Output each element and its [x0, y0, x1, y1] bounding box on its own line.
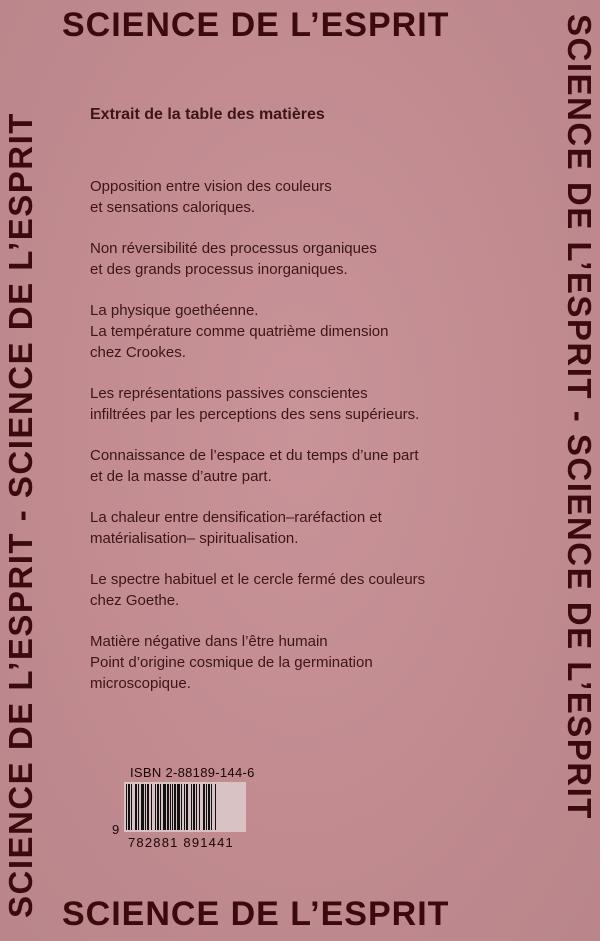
right-title-band: SCIENCE DE L’ESPRIT - SCIENCE DE L’ESPRIT — [561, 14, 598, 820]
barcode-bar — [174, 784, 176, 830]
toc-entry-line: Point d’origine cosmique de la germination — [90, 654, 373, 671]
barcode-bar — [145, 784, 146, 830]
barcode-bar — [163, 784, 166, 830]
barcode-bar — [199, 784, 200, 830]
toc-entry — [90, 300, 530, 363]
toc-entry-line: Non réversibilité des processus organiques — [90, 240, 377, 257]
barcode-bar — [181, 784, 182, 830]
barcode-bar — [208, 784, 210, 830]
barcode-bar — [157, 784, 159, 830]
top-title-band: SCIENCE DE L’ESPRIT — [62, 6, 450, 44]
left-title-band: SCIENCE DE L’ESPRIT - SCIENCE DE L’ESPRIT — [2, 112, 39, 918]
toc-entry — [90, 569, 530, 611]
bottom-title-band: SCIENCE DE L’ESPRIT — [62, 895, 450, 933]
toc-entry-line: microscopique. — [90, 675, 191, 692]
toc-entry-line: Le spectre habituel et le cercle fermé des couleurs — [90, 571, 426, 588]
barcode-bar — [167, 784, 169, 830]
barcode-bar — [215, 784, 216, 830]
barcode-bar — [211, 784, 212, 830]
toc-entry-line: chez Goethe. — [90, 592, 180, 609]
barcode-bar — [155, 784, 156, 830]
barcode-bar — [135, 784, 137, 830]
toc-entry — [90, 507, 530, 549]
toc-entry-line: La physique goethéenne. — [90, 302, 259, 319]
barcode-bar — [147, 784, 149, 830]
barcode-digits: 782881 891441 — [128, 835, 234, 850]
barcode-icon — [124, 782, 246, 832]
toc-entry — [90, 176, 530, 218]
barcode-bar — [151, 784, 152, 830]
barcode-bar — [191, 784, 192, 830]
barcode-bar — [131, 784, 132, 830]
barcode-bar — [203, 784, 205, 830]
barcode-bar — [128, 784, 130, 830]
toc-entry-line: et des grands processus inorganiques. — [90, 261, 348, 278]
toc-title: Extrait de la table des matières — [90, 106, 325, 123]
barcode-bar — [184, 784, 185, 830]
toc-entry-line: et sensations caloriques. — [90, 199, 256, 216]
barcode-bar — [126, 784, 127, 830]
barcode-bar — [186, 784, 188, 830]
toc-entry-line: Matière négative dans l’être humain — [90, 633, 328, 650]
toc-entry-line: Opposition entre vision des couleurs — [90, 178, 332, 195]
isbn-label: ISBN 2-88189-144-6 — [130, 765, 255, 780]
toc-entry-line: matérialisation– spiritualisation. — [90, 530, 299, 547]
barcode-bar — [141, 784, 144, 830]
toc-entry — [90, 631, 530, 694]
toc-entry — [90, 383, 530, 425]
barcode-bar — [160, 784, 161, 830]
barcode-row — [112, 782, 262, 837]
barcode-bar — [170, 784, 171, 830]
toc-entry-line: La chaleur entre densification–raréfaction et — [90, 509, 382, 526]
toc-entry-line: La température comme quatrième dimension — [90, 323, 389, 340]
barcode-bar — [177, 784, 180, 830]
isbn-barcode-block — [112, 765, 262, 850]
barcode-first-digit: 9 — [112, 822, 120, 837]
table-of-contents — [90, 106, 530, 714]
toc-entry-line: infiltrées par les perceptions des sens supérieurs. — [90, 406, 420, 423]
toc-entry-line: et de la masse d’autre part. — [90, 468, 272, 485]
barcode-bar — [196, 784, 197, 830]
toc-entry-line: Les représentations passives conscientes — [90, 385, 368, 402]
barcode-bar — [172, 784, 173, 830]
toc-entry-line: chez Crookes. — [90, 344, 186, 361]
toc-entry-line: Connaissance de l’espace et du temps d’une part — [90, 447, 419, 464]
toc-entry — [90, 445, 530, 487]
barcode-bar — [206, 784, 207, 830]
barcode-bar — [193, 784, 195, 830]
toc-entry — [90, 238, 530, 280]
barcode-bar — [138, 784, 139, 830]
